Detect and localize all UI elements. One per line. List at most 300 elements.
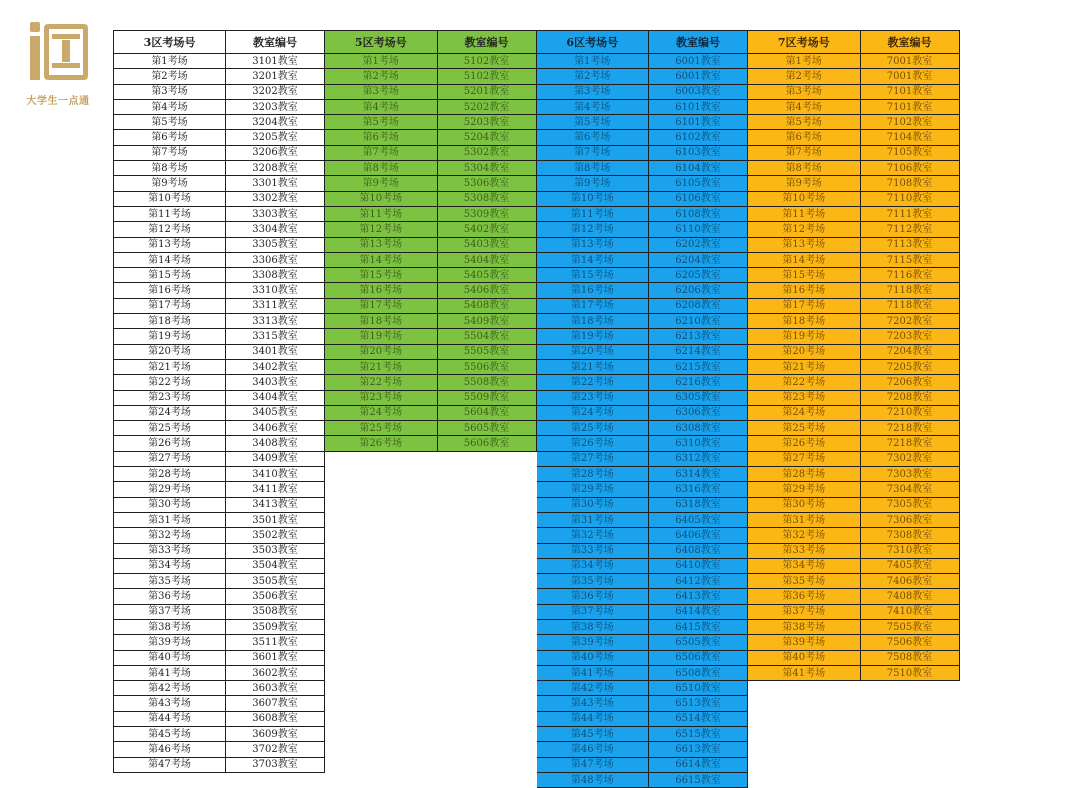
table-row [114,742,325,757]
table-row [748,329,959,344]
exam-room-cell: 第2考场 [325,69,437,84]
table-row [537,543,748,558]
table-row [114,497,325,512]
classroom-cell: 7405教室 [860,558,959,573]
table-row [537,115,748,130]
table-row [325,298,536,313]
table-row [748,130,959,145]
table-row [114,451,325,466]
exam-room-cell: 第5考场 [537,115,649,130]
exam-room-cell: 第10考场 [325,191,437,206]
exam-room-cell: 第46考场 [537,742,649,757]
table-row [537,467,748,482]
table-row [537,268,748,283]
table-row [537,772,748,787]
classroom-cell: 5204教室 [437,130,536,145]
table-row [325,222,536,237]
exam-room-cell: 第20考场 [325,344,437,359]
table-row [748,497,959,512]
exam-room-cell: 第28考场 [537,467,649,482]
table-row [537,176,748,191]
exam-room-cell: 第18考场 [748,314,860,329]
exam-room-cell: 第24考场 [325,405,437,420]
table-row [537,145,748,160]
table-row [325,375,536,390]
classroom-cell: 6210教室 [649,314,748,329]
zone-header-room: 教室编号 [860,31,959,54]
classroom-cell: 7302教室 [860,451,959,466]
classroom-cell: 5505教室 [437,344,536,359]
table-row [748,589,959,604]
exam-room-cell: 第48考场 [537,772,649,787]
classroom-cell: 3413教室 [226,497,325,512]
table-row [748,359,959,374]
exam-room-cell: 第27考场 [114,451,226,466]
table-row [114,574,325,589]
classroom-cell: 6103教室 [649,145,748,160]
table-row [114,558,325,573]
exam-room-cell: 第22考场 [748,375,860,390]
classroom-cell: 3406教室 [226,421,325,436]
exam-room-cell: 第5考场 [114,115,226,130]
classroom-cell: 7406教室 [860,574,959,589]
classroom-cell: 3504教室 [226,558,325,573]
classroom-cell: 5504教室 [437,329,536,344]
exam-room-cell: 第36考场 [748,589,860,604]
table-row [325,176,536,191]
exam-room-cell: 第21考场 [325,359,437,374]
exam-room-cell: 第27考场 [748,451,860,466]
classroom-cell: 5202教室 [437,99,536,114]
exam-room-cell: 第22考场 [114,375,226,390]
classroom-cell: 5306教室 [437,176,536,191]
exam-room-cell: 第24考场 [537,405,649,420]
classroom-cell: 3201教室 [226,69,325,84]
table-row [114,619,325,634]
table-row [325,54,536,69]
exam-room-cell: 第31考场 [748,512,860,527]
exam-room-cell: 第41考场 [748,665,860,680]
exam-room-cell: 第30考场 [537,497,649,512]
classroom-cell: 7104教室 [860,130,959,145]
classroom-cell: 6312教室 [649,451,748,466]
table-row [537,727,748,742]
table-row [114,206,325,221]
classroom-cell: 3301教室 [226,176,325,191]
classroom-cell: 6206教室 [649,283,748,298]
classroom-cell: 3511教室 [226,635,325,650]
classroom-cell: 7113教室 [860,237,959,252]
classroom-cell: 3203教室 [226,99,325,114]
exam-room-cell: 第7考场 [537,145,649,160]
classroom-cell: 7101教室 [860,84,959,99]
classroom-cell: 3404教室 [226,390,325,405]
table-row [537,696,748,711]
classroom-cell: 6310教室 [649,436,748,451]
table-row [537,619,748,634]
zone-header-room: 教室编号 [226,31,325,54]
table-row [537,589,748,604]
table-row [114,635,325,650]
classroom-cell: 3206教室 [226,145,325,160]
classroom-cell: 5409教室 [437,314,536,329]
table-row [325,359,536,374]
exam-room-cell: 第41考场 [114,665,226,680]
table-row [325,206,536,221]
zone-header-exam: 3区考场号 [114,31,226,54]
classroom-cell: 6412教室 [649,574,748,589]
exam-room-cell: 第23考场 [537,390,649,405]
exam-room-cell: 第19考场 [114,329,226,344]
classroom-cell: 3509教室 [226,619,325,634]
table-row [114,650,325,665]
classroom-cell: 6213教室 [649,329,748,344]
exam-room-cell: 第5考场 [748,115,860,130]
classroom-cell: 5404教室 [437,252,536,267]
table-row [748,604,959,619]
classroom-cell: 6413教室 [649,589,748,604]
classroom-cell: 7205教室 [860,359,959,374]
exam-room-cell: 第29考场 [114,482,226,497]
classroom-cell: 3609教室 [226,727,325,742]
classroom-cell: 5406教室 [437,283,536,298]
classroom-cell: 5402教室 [437,222,536,237]
exam-room-cell: 第3考场 [748,84,860,99]
zone-header-exam: 6区考场号 [537,31,649,54]
classroom-cell: 6613教室 [649,742,748,757]
exam-room-cell: 第32考场 [537,528,649,543]
classroom-cell: 3506教室 [226,589,325,604]
exam-room-cell: 第12考场 [537,222,649,237]
classroom-cell: 3302教室 [226,191,325,206]
exam-room-cell: 第30考场 [114,497,226,512]
classroom-cell: 7304教室 [860,482,959,497]
classroom-cell: 7106教室 [860,161,959,176]
classroom-cell: 5408教室 [437,298,536,313]
classroom-cell: 6204教室 [649,252,748,267]
table-row [325,314,536,329]
table-row [537,436,748,451]
classroom-cell: 7218教室 [860,421,959,436]
exam-room-cell: 第38考场 [748,619,860,634]
classroom-cell: 7112教室 [860,222,959,237]
classroom-cell: 6408教室 [649,543,748,558]
classroom-cell: 3205教室 [226,130,325,145]
table-row [325,191,536,206]
classroom-cell: 6505教室 [649,635,748,650]
exam-room-cell: 第13考场 [114,237,226,252]
zone-6-table [537,30,749,788]
exam-room-cell: 第4考场 [325,99,437,114]
exam-room-cell: 第17考场 [114,298,226,313]
table-row [748,528,959,543]
table-row [114,329,325,344]
table-row [748,375,959,390]
exam-room-cell: 第2考场 [748,69,860,84]
table-row [537,252,748,267]
classroom-cell: 3304教室 [226,222,325,237]
zone-7-table [748,30,960,681]
table-row [537,574,748,589]
table-row [537,512,748,527]
exam-room-cell: 第8考场 [537,161,649,176]
exam-room-cell: 第11考场 [748,206,860,221]
table-row [748,665,959,680]
table-row [537,711,748,726]
table-row [114,543,325,558]
table-row [748,574,959,589]
exam-room-cell: 第10考场 [114,191,226,206]
exam-room-cell: 第4考场 [537,99,649,114]
table-row [748,237,959,252]
exam-room-cell: 第3考场 [537,84,649,99]
exam-room-cell: 第27考场 [537,451,649,466]
exam-room-cell: 第14考场 [325,252,437,267]
table-row [325,252,536,267]
exam-room-cell: 第20考场 [114,344,226,359]
classroom-cell: 7102教室 [860,115,959,130]
classroom-cell: 7202教室 [860,314,959,329]
zone-5-table [325,30,537,452]
exam-room-cell: 第40考场 [537,650,649,665]
logo-mark-icon [26,20,90,82]
zone-header-exam: 7区考场号 [748,31,860,54]
exam-room-cell: 第17考场 [325,298,437,313]
classroom-cell: 5102教室 [437,69,536,84]
exam-room-cell: 第22考场 [537,375,649,390]
exam-room-cell: 第42考场 [114,681,226,696]
exam-room-cell: 第9考场 [325,176,437,191]
table-row [748,451,959,466]
exam-room-cell: 第15考场 [537,268,649,283]
table-row [325,405,536,420]
classroom-cell: 7208教室 [860,390,959,405]
table-row [537,757,748,772]
exam-room-cell: 第2考场 [114,69,226,84]
zone-3-table [113,30,325,773]
classroom-cell: 3602教室 [226,665,325,680]
classroom-cell: 3508教室 [226,604,325,619]
classroom-cell: 3305教室 [226,237,325,252]
classroom-cell: 6102教室 [649,130,748,145]
exam-room-cell: 第14考场 [114,252,226,267]
classroom-cell: 5102教室 [437,54,536,69]
exam-room-cell: 第9考场 [748,176,860,191]
exam-room-cell: 第20考场 [748,344,860,359]
exam-room-cell: 第6考场 [537,130,649,145]
exam-room-cell: 第46考场 [114,742,226,757]
exam-room-cell: 第43考场 [114,696,226,711]
exam-room-cell: 第26考场 [114,436,226,451]
table-row [114,130,325,145]
classroom-cell: 3408教室 [226,436,325,451]
table-row [114,176,325,191]
exam-room-cell: 第15考场 [748,268,860,283]
classroom-cell: 5604教室 [437,405,536,420]
classroom-cell: 7105教室 [860,145,959,160]
exam-room-cell: 第39考场 [114,635,226,650]
table-row [537,54,748,69]
exam-room-cell: 第23考场 [114,390,226,405]
table-row [325,115,536,130]
exam-room-cell: 第3考场 [114,84,226,99]
classroom-cell: 6216教室 [649,375,748,390]
exam-room-cell: 第7考场 [114,145,226,160]
exam-room-cell: 第6考场 [748,130,860,145]
table-row [325,283,536,298]
exam-room-cell: 第38考场 [537,619,649,634]
exam-room-cell: 第44考场 [537,711,649,726]
exam-room-cell: 第25考场 [748,421,860,436]
brand-logo [18,20,98,115]
exam-room-cell: 第9考场 [114,176,226,191]
classroom-cell: 6108教室 [649,206,748,221]
exam-room-cell: 第29考场 [748,482,860,497]
table-row [748,558,959,573]
exam-room-cell: 第37考场 [748,604,860,619]
table-row [114,375,325,390]
table-row [114,99,325,114]
table-row [114,482,325,497]
table-row [114,54,325,69]
exam-room-cell: 第26考场 [325,436,437,451]
classroom-cell: 6003教室 [649,84,748,99]
zone-header-room: 教室编号 [649,31,748,54]
exam-room-cell: 第21考场 [537,359,649,374]
classroom-cell: 6106教室 [649,191,748,206]
logo-caption: 大学生一点通 [26,96,90,107]
classroom-cell: 7118教室 [860,283,959,298]
classroom-cell: 7305教室 [860,497,959,512]
table-row [748,650,959,665]
table-row [748,543,959,558]
table-row [748,405,959,420]
table-row [114,665,325,680]
table-row [537,298,748,313]
classroom-cell: 7116教室 [860,268,959,283]
table-row [748,314,959,329]
classroom-cell: 6202教室 [649,237,748,252]
classroom-cell: 6405教室 [649,512,748,527]
table-row [537,161,748,176]
classroom-cell: 6314教室 [649,467,748,482]
classroom-cell: 3101教室 [226,54,325,69]
exam-room-cell: 第6考场 [114,130,226,145]
classroom-cell: 3405教室 [226,405,325,420]
exam-room-cell: 第33考场 [748,543,860,558]
exam-room-cell: 第16考场 [748,283,860,298]
table-row [748,512,959,527]
classroom-cell: 3401教室 [226,344,325,359]
table-row [748,436,959,451]
exam-room-cell: 第35考场 [748,574,860,589]
classroom-cell: 6316教室 [649,482,748,497]
classroom-cell: 7001教室 [860,69,959,84]
table-row [537,99,748,114]
exam-room-cell: 第47考场 [537,757,649,772]
exam-room-cell: 第26考场 [537,436,649,451]
exam-room-cell: 第47考场 [114,757,226,772]
table-row [537,237,748,252]
classroom-cell: 3703教室 [226,757,325,772]
exam-room-cell: 第18考场 [325,314,437,329]
exam-room-cell: 第17考场 [748,298,860,313]
exam-room-cell: 第20考场 [537,344,649,359]
exam-room-cell: 第16考场 [114,283,226,298]
table-row [325,84,536,99]
table-row [537,421,748,436]
exam-room-cell: 第42考场 [537,681,649,696]
exam-room-cell: 第36考场 [114,589,226,604]
table-row [748,191,959,206]
classroom-cell: 6615教室 [649,772,748,787]
classroom-cell: 3315教室 [226,329,325,344]
classroom-cell: 7111教室 [860,206,959,221]
classroom-cell: 7310教室 [860,543,959,558]
exam-room-cell: 第6考场 [325,130,437,145]
classroom-cell: 5405教室 [437,268,536,283]
table-row [325,421,536,436]
exam-room-cell: 第34考场 [537,558,649,573]
classroom-cell: 3601教室 [226,650,325,665]
classroom-cell: 7001教室 [860,54,959,69]
classroom-cell: 5606教室 [437,436,536,451]
classroom-cell: 6001教室 [649,69,748,84]
exam-room-cell: 第35考场 [537,574,649,589]
exam-room-cell: 第29考场 [537,482,649,497]
classroom-cell: 7410教室 [860,604,959,619]
exam-room-cell: 第2考场 [537,69,649,84]
table-row [748,298,959,313]
exam-room-cell: 第25考场 [325,421,437,436]
table-row [114,604,325,619]
classroom-cell: 5201教室 [437,84,536,99]
classroom-cell: 6414教室 [649,604,748,619]
exam-room-cell: 第16考场 [537,283,649,298]
table-row [537,130,748,145]
exam-room-cell: 第39考场 [748,635,860,650]
table-row [114,681,325,696]
classroom-cell: 3502教室 [226,528,325,543]
table-row [537,451,748,466]
exam-room-cell: 第31考场 [114,512,226,527]
classroom-cell: 3603教室 [226,681,325,696]
table-row [537,558,748,573]
classroom-cell: 6415教室 [649,619,748,634]
exam-room-cell: 第19考场 [537,329,649,344]
classroom-cell: 6510教室 [649,681,748,696]
classroom-cell: 5308教室 [437,191,536,206]
classroom-cell: 5508教室 [437,375,536,390]
exam-room-cell: 第18考场 [537,314,649,329]
exam-room-cell: 第36考场 [537,589,649,604]
table-row [748,161,959,176]
classroom-cell: 7506教室 [860,635,959,650]
classroom-cell: 7115教室 [860,252,959,267]
exam-room-cell: 第39考场 [537,635,649,650]
classroom-cell: 3303教室 [226,206,325,221]
table-row [748,84,959,99]
table-row [537,344,748,359]
classroom-cell: 6205教室 [649,268,748,283]
table-row [325,69,536,84]
zone-header-exam: 5区考场号 [325,31,437,54]
exam-room-cell: 第32考场 [748,528,860,543]
table-row [114,696,325,711]
exam-room-cell: 第11考场 [325,206,437,221]
table-row [114,436,325,451]
table-row [114,222,325,237]
